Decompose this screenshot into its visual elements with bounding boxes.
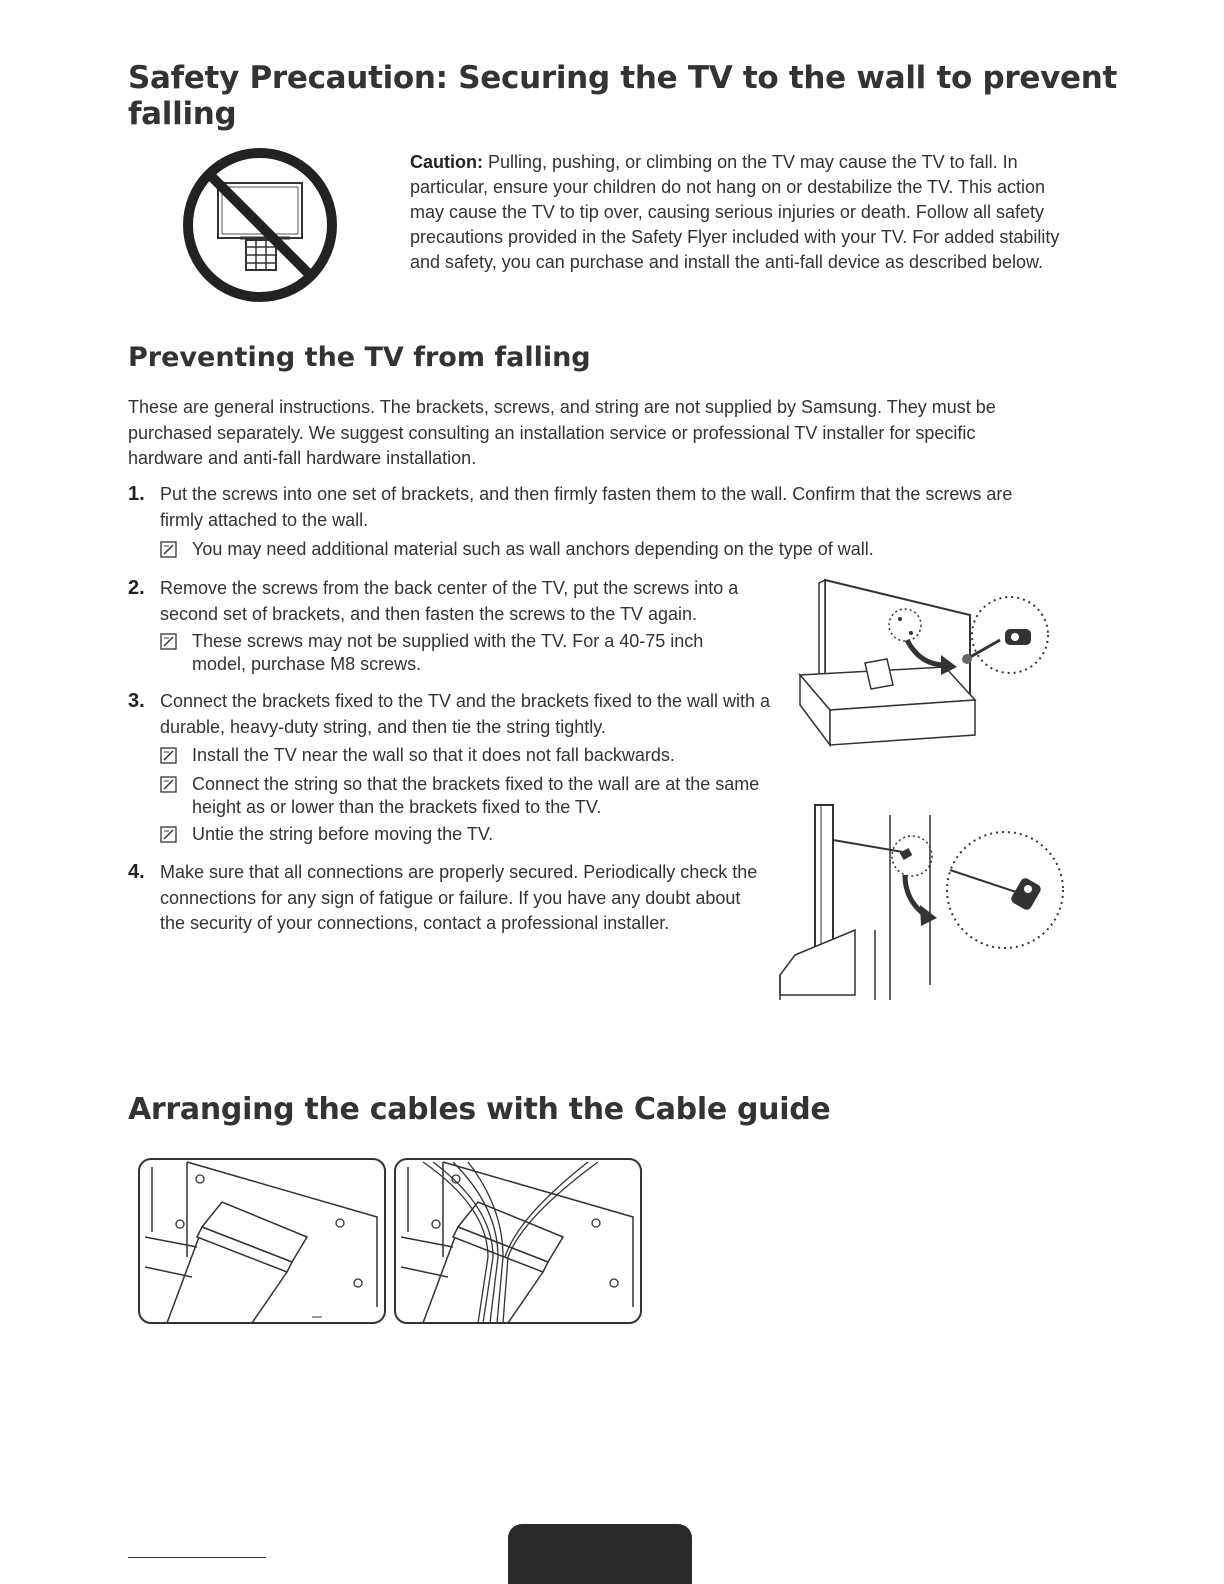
step-2 xyxy=(128,576,780,627)
step-1-note-1 xyxy=(192,538,1052,561)
note-text: Untie the string before moving the TV. xyxy=(192,824,494,844)
note-icon xyxy=(160,747,177,764)
note-text: These screws may not be supplied with the TV. For a 40-75 inch model, purchase M8 screws. xyxy=(192,631,704,674)
section-heading-preventing: Preventing the TV from falling xyxy=(128,342,591,373)
tv-string-wall-illustration xyxy=(775,800,1075,1005)
step-text: Remove the screws from the back center of the TV, put the screws into a second set of brackets, and then fasten the screws to the TV again. xyxy=(160,578,739,624)
section-heading-cable-guide: Arranging the cables with the Cable guide xyxy=(128,1092,831,1127)
preventing-intro: These are general instructions. The brackets, screws, and string are not supplied by Samsung. They must be purchased separately. We suggest consulting an installation service or professional TV installer for specific hardware and anti-fall hardware installation. xyxy=(128,397,996,468)
page-title: Safety Precaution: Securing the TV to the wall to prevent falling xyxy=(128,60,1118,132)
no-climbing-warning-icon xyxy=(180,145,340,305)
caution-text: Pulling, pushing, or climbing on the TV may cause the TV to fall. In particular, ensure your children do not hang on or destabilize the TV. This action may cause the TV to tip over, causing serious injuries or death. Follow all safety precautions provided in the Safety Flyer included with your TV. For added stability and safety, you can purchase and install the anti-fall device as described below. xyxy=(410,152,1060,272)
note-icon xyxy=(160,826,177,843)
note-text: Install the TV near the wall so that it does not fall backwards. xyxy=(192,745,675,765)
note-icon xyxy=(160,776,177,793)
tv-bracket-illustration xyxy=(795,575,1085,775)
cable-guide-illustration-with-cables xyxy=(393,1157,643,1327)
step-number: 4. xyxy=(128,861,145,883)
note-icon xyxy=(160,541,177,558)
note-icon xyxy=(160,633,177,650)
step-4 xyxy=(128,860,770,937)
caution-label: Caution: xyxy=(410,152,483,172)
page-number-tab xyxy=(508,1524,692,1584)
cable-guide-illustration-empty xyxy=(137,1157,387,1327)
step-text: Put the screws into one set of brackets, and then firmly fasten them to the wall. Confirm that the screws are firmly attached to the wall. xyxy=(160,484,1013,530)
step-number: 1. xyxy=(128,483,145,505)
caution-paragraph xyxy=(410,150,1060,275)
footer-rule xyxy=(128,1557,266,1558)
step-number: 2. xyxy=(128,577,145,599)
note-text: You may need additional material such as wall anchors depending on the type of wall. xyxy=(192,539,874,559)
step-text: Make sure that all connections are properly secured. Periodically check the connections for any sign of fatigue or failure. If you have any doubt about the security of your connections, contact a professional installer. xyxy=(160,862,758,933)
step-2-note-1 xyxy=(192,630,752,676)
step-3-note-2 xyxy=(192,773,772,819)
step-3 xyxy=(128,689,771,740)
step-1 xyxy=(128,482,1050,533)
step-number: 3. xyxy=(128,690,145,712)
step-text: Connect the brackets fixed to the TV and the brackets fixed to the wall with a durable, heavy-duty string, and then tie the string tightly. xyxy=(160,691,771,737)
note-text: Connect the string so that the brackets fixed to the wall are at the same height as or lower than the brackets fixed to the TV. xyxy=(192,774,760,817)
step-3-note-3 xyxy=(192,823,772,846)
step-3-note-1 xyxy=(192,744,772,767)
